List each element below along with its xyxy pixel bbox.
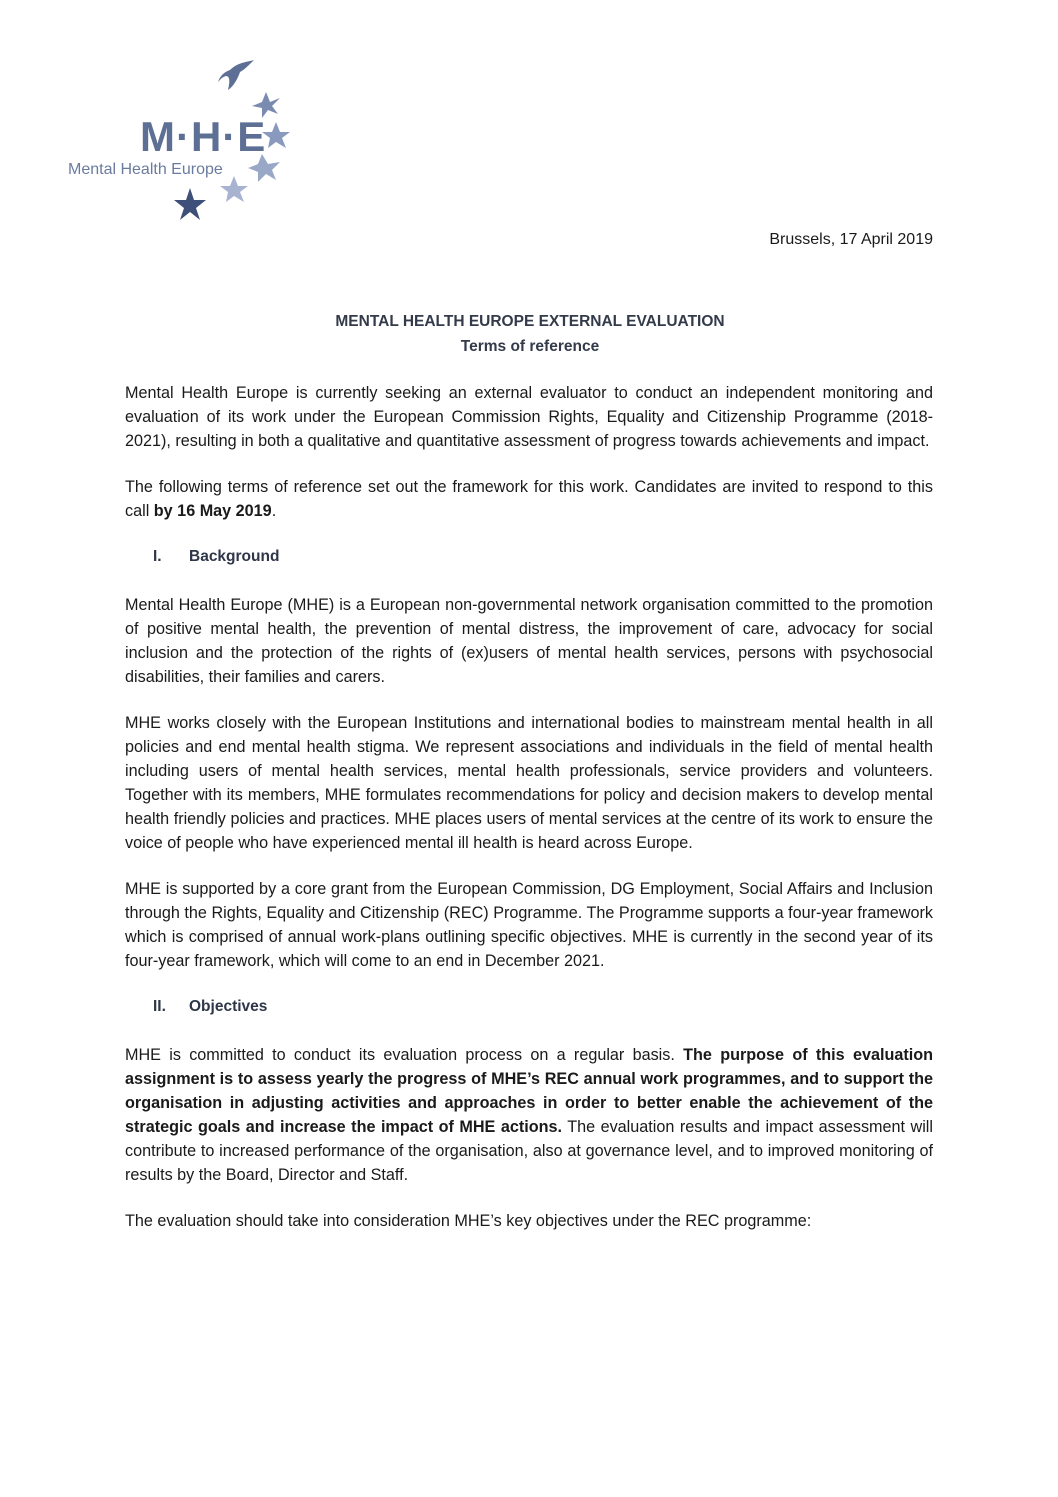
background-paragraph-2: MHE works closely with the European Institutions and international bodies to mainstream mental health in all policies and end mental health stigma. We represent associations and individuals in the field of mental health including users of mental health services, mental health professionals, service providers and volunteers. Together with its members, MHE formulates recommendations for policy and decision makers to develop mental health friendly policies and practices. MHE places users of mental services at the centre of its work to ensure the voice of people who have experienced mental ill health is heard across Europe. — [125, 714, 933, 852]
document-subtitle: Terms of reference — [460, 338, 600, 355]
objectives-paragraph-1 — [125, 1043, 933, 1187]
document-body — [125, 381, 933, 1255]
section-number: II. — [153, 998, 166, 1015]
objectives-intro: MHE is committed to conduct its evaluation process on a regular basis. — [125, 1046, 684, 1064]
logo-mark: M·H·E — [140, 113, 267, 160]
title-block — [125, 309, 935, 359]
background-paragraph-3: MHE is supported by a core grant from the European Commission, DG Employment, Social Affairs and Inclusion through the Rights, Equality and Citizenship (REC) Programme. The Programme supports a four-year framework which is comprised of annual work-plans outlining specific objectives. MHE is currently in the second year of its four-year framework, which will come to an end in December 2021. — [125, 880, 933, 970]
call-text: The following terms of reference set out the framework for this work. Candidates are invited to respond to this call — [125, 478, 933, 520]
objectives-paragraph-2: The evaluation should take into consideration MHE’s key objectives under the REC programme: — [125, 1212, 812, 1230]
section-title: Objectives — [189, 998, 268, 1015]
logo-name: Mental Health Europe — [68, 161, 223, 178]
call-end: . — [271, 502, 277, 520]
section-number: I. — [153, 548, 162, 565]
objectives-purpose: The purpose of this evaluation assignment is to assess yearly the progress of MHE’s REC annual work programmes, and to support the organisation in adjusting activities and approaches in order to better enable the achievement of the strategic goals and increase the impact of MHE actions. — [125, 1046, 934, 1136]
objectives-results: The evaluation results and impact assessment will contribute to increased performance of the organisation, also at governance level, and to improved monitoring of results by the Board, Director and Staff. — [125, 1118, 934, 1184]
section-heading-background — [125, 545, 933, 569]
document-date: Brussels, 17 April 2019 — [769, 231, 933, 248]
background-paragraph-1: Mental Health Europe (MHE) is a European non-governmental network organisation committed to the promotion of positive mental health, the prevention of mental distress, the improvement of care, advocacy for social inclusion and the protection of the rights of (ex)users of mental health services, persons with psychosocial disabilities, their families and carers. — [125, 596, 933, 686]
section-heading-objectives — [125, 995, 933, 1019]
call-paragraph — [125, 475, 933, 523]
deadline: by 16 May 2019 — [153, 502, 272, 520]
section-title: Background — [189, 548, 280, 565]
mhe-logo — [62, 56, 302, 226]
document-title: MENTAL HEALTH EUROPE EXTERNAL EVALUATION — [335, 313, 725, 330]
intro-paragraph: Mental Health Europe is currently seeking an external evaluator to conduct an independent monitoring and evaluation of its work under the European Commission Rights, Equality and Citizenship Programme (2018-2021), resulting in both a qualitative and quantitative assessment of progress towards achievements and impact. — [125, 384, 933, 450]
